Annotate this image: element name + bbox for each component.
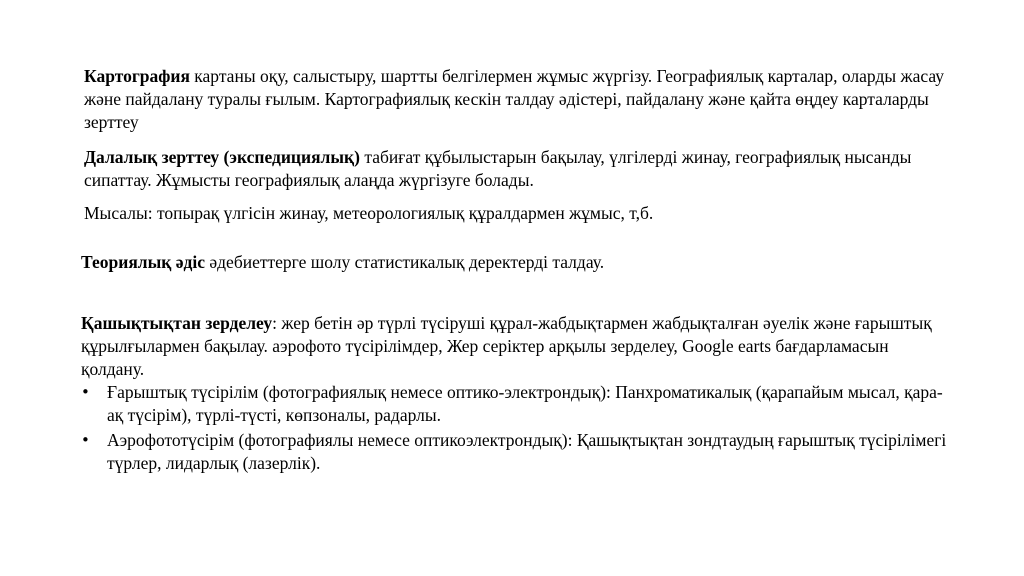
remote-sensing-paragraph	[81, 312, 951, 381]
remote-sensing-bullet-list	[81, 381, 951, 475]
theoretical-term: Теориялық әдіс	[81, 252, 205, 272]
theoretical-paragraph	[81, 251, 941, 274]
examples-paragraph: Мысалы: топырақ үлгісін жинау, метеорологиялық құралдармен жұмыс, т,б.	[84, 203, 654, 223]
remote-sensing-section	[81, 312, 951, 477]
cartography-term: Картография	[84, 66, 190, 86]
bullet-text-aerial-imagery: Аэрофототүсірім (фотографиялы немесе оптикоэлектрондық): Қашықтықтан зондтаудың ғарыштық түсірілімегі түрлер, лидарлық (лазерлік).	[107, 430, 947, 473]
list-item	[81, 381, 951, 427]
bullet-icon: •	[81, 383, 90, 401]
cartography-paragraph	[84, 65, 944, 134]
list-item	[81, 429, 951, 475]
remote-sensing-term: Қашықтықтан зерделеу	[81, 313, 273, 333]
field-research-term: Далалық зерттеу (экспедициялық)	[84, 147, 360, 167]
bullet-icon: •	[81, 431, 90, 449]
cartography-definition: картаны оқу, салыстыру, шартты белгілермен жұмыс жүргізу. Географиялық карталар, оларды жасау және пайдалану туралы ғылым. Картографиялық кескін талдау әдістері, пайдалану және қайта өңдеу карталарды зерттеу	[84, 66, 944, 132]
theoretical-definition: әдебиеттерге шолу статистикалық деректерді талдау.	[205, 252, 605, 272]
field-research-definition: табиғат құбылыстарын бақылау, үлгілерді жинау, географиялық нысанды сипаттау. Жұмысты географиялық алаңда жүргізуге болады.	[84, 147, 912, 190]
field-research-paragraph	[84, 146, 944, 192]
remote-sensing-definition: : жер бетін әр түрлі түсіруші құрал-жабдықтармен жабдықталған әуелік және ғарыштық құрылғылармен бақылау. аэрофото түсірілімдер, Жер серіктер арқылы зерделеу, Google earts бағдарламасын қолдану.	[81, 313, 932, 379]
bullet-text-space-imagery: Ғарыштық түсірілім (фотографиялық немесе оптико-электрондық): Панхроматикалық (қарапайым мысал, қара-ақ түсірім), түрлі-түсті, көпзоналы, радарлы.	[107, 382, 943, 425]
